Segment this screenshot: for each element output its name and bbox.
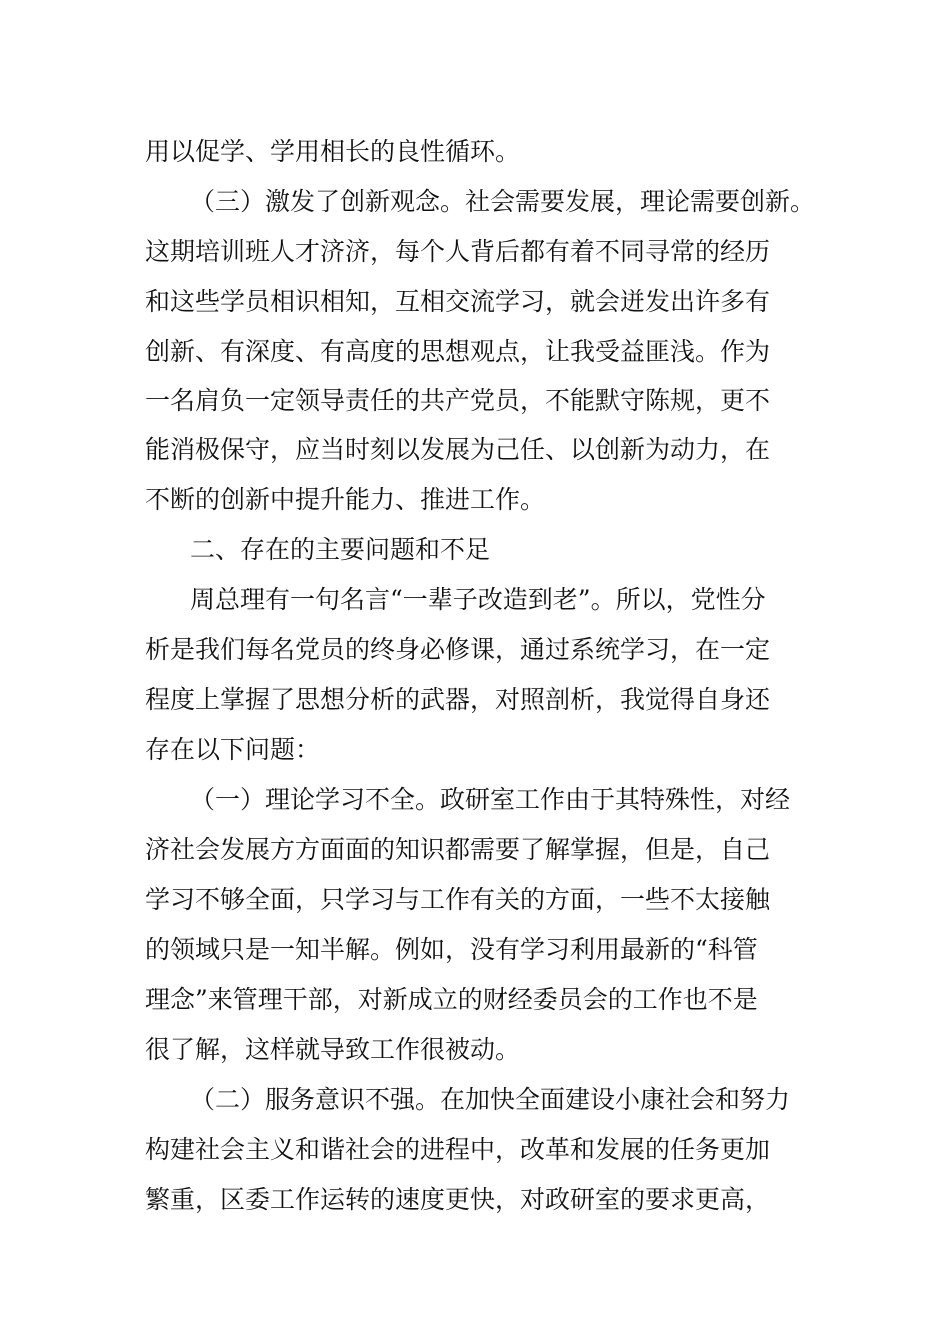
text-line: 的领域只是一知半解。例如，没有学习利用最新的“科管 [145,935,758,964]
text-line: 济社会发展方方面面的知识都需要了解掌握，但是，自己 [145,835,771,864]
text-line: 学习不够全面，只学习与工作有关的方面，一些不太接触 [145,885,771,914]
text-line: 存在以下问题： [145,735,321,764]
text-line: 很了解，这样就导致工作很被动。 [145,1035,521,1064]
paragraph-heading: （一）理论学习不全。政研室工作由于其特殊性，对经 [190,785,791,814]
text-line: 能消极保守，应当时刻以发展为己任、以创新为动力，在 [145,435,771,464]
paragraph-heading: （二）服务意识不强。在加快全面建设小康社会和努力 [190,1085,791,1114]
paragraph-start: 周总理有一句名言“一辈子改造到老”。所以，党性分 [190,585,766,614]
text-line: 这期培训班人才济济，每个人背后都有着不同寻常的经历 [145,237,771,266]
text-line: 用以促学、学用相长的良性循环。 [145,137,521,166]
text-line: 不断的创新中提升能力、推进工作。 [145,485,546,514]
text-line: 程度上掌握了思想分析的武器，对照剖析，我觉得自身还 [145,685,771,714]
section-heading: 二、存在的主要问题和不足 [190,535,491,564]
text-line: 一名肩负一定领导责任的共产党员，不能默守陈规，更不 [145,386,771,415]
text-line: 繁重，区委工作运转的速度更快，对政研室的要求更高， [145,1185,771,1214]
text-line: 创新、有深度、有高度的思想观点，让我受益匪浅。作为 [145,337,771,366]
text-line: 理念”来管理干部，对新成立的财经委员会的工作也不是 [145,985,758,1014]
text-line: 和这些学员相识相知，互相交流学习，就会迸发出许多有 [145,287,771,316]
paragraph-heading: （三）激发了创新观念。社会需要发展，理论需要创新。 [190,187,816,216]
text-line: 构建社会主义和谐社会的进程中，改革和发展的任务更加 [145,1135,771,1164]
text-line: 析是我们每名党员的终身必修课，通过系统学习，在一定 [145,635,771,664]
